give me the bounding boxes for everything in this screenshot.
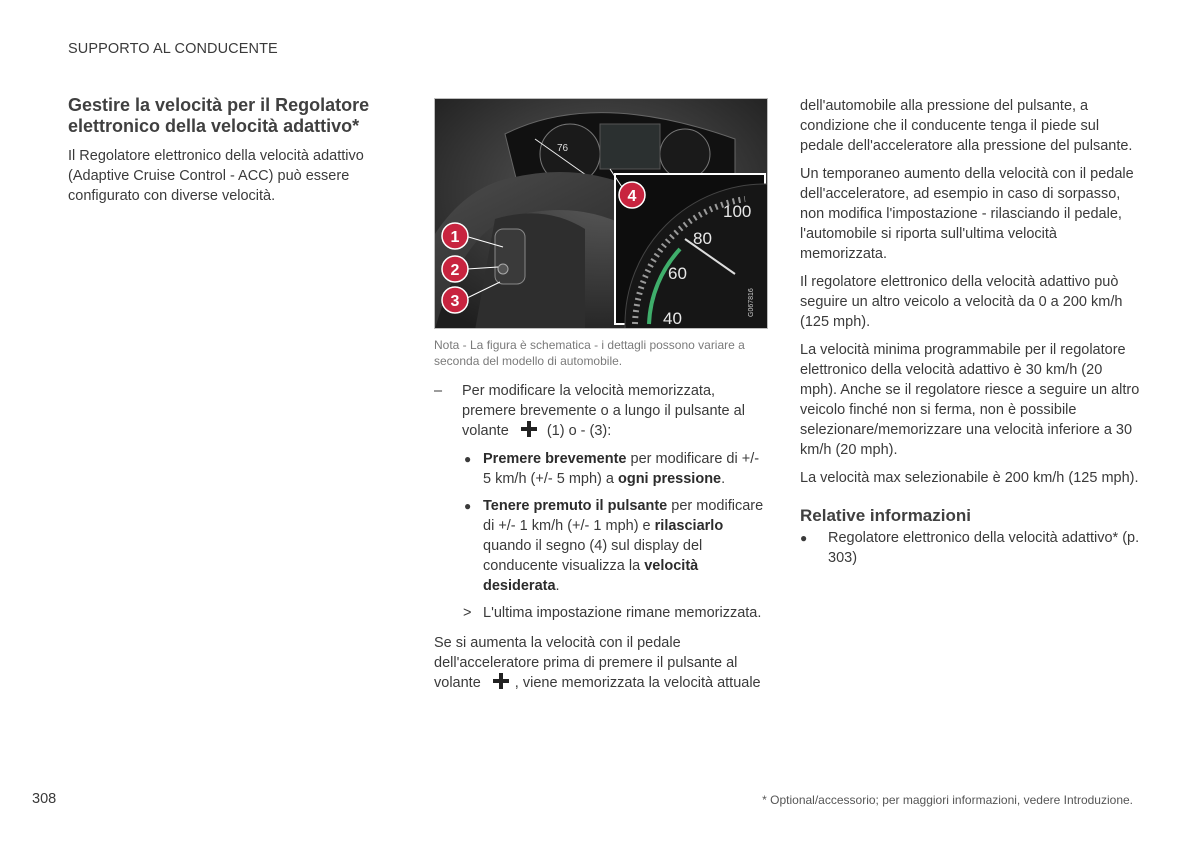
bullet-text: quando il segno (4) sul display del conducente visualizza la — [483, 538, 703, 574]
bullet-marker: ● — [800, 531, 808, 545]
step-result — [434, 603, 770, 623]
acceleration-text-before: Se si aumenta la velocità con il pedale dell'acceleratore prima di premere il pulsante al volante — [434, 635, 738, 691]
bullet-bold: velocità desiderata — [483, 558, 699, 594]
bullet-bold: ogni pressione — [617, 471, 722, 487]
plus-icon — [493, 673, 509, 689]
instruction-step — [434, 381, 770, 441]
body-paragraph: Il regolatore elettronico della velocità adattivo può seguire un altro veicolo a velocità da 0 a 200 km/h (125 mph). — [800, 274, 1123, 330]
body-paragraph: La velocità max selezionabile è 200 km/h (125 mph). — [800, 470, 1139, 486]
bullet-text: per modificare di +/- 5 km/h (+/- 5 mph) a — [483, 451, 760, 487]
bullet-marker: ● — [464, 499, 472, 513]
acceleration-text-after-start: , viene memorizzata la velocità attuale — [514, 675, 761, 691]
bullet-text: per modificare di +/- 1 km/h (+/- 1 mph) e — [483, 498, 764, 534]
running-header: SUPPORTO AL CONDUCENTE — [68, 41, 278, 57]
related-info-list — [800, 528, 1140, 568]
column-right — [800, 96, 1140, 568]
callout-3-label: 3 — [450, 293, 460, 310]
callout-1-label: 1 — [450, 229, 460, 246]
related-link[interactable] — [800, 528, 1140, 568]
step-dash: – — [434, 383, 443, 399]
result-text: L'ultima impostazione rimane memorizzata. — [483, 605, 762, 621]
bullet-marker: ● — [464, 452, 472, 466]
footnote: * Optional/accessorio; per maggiori informazioni, vedere Introduzione. — [762, 793, 1133, 807]
related-info-title: Relative informazioni — [800, 506, 971, 525]
step-text-after: (1) o - (3): — [546, 423, 612, 439]
bullet-bold: rilasciarlo — [654, 518, 724, 534]
bullet-text: . — [721, 471, 726, 487]
acceleration-paragraph-continued: dell'automobile alla pressione del pulsante, a condizione che il conducente tenga il piede sul pedale dell'acceleratore alla pressione del pulsante. — [800, 98, 1133, 154]
bullet-bold: Premere brevemente — [483, 451, 627, 467]
step-text-before: Per modificare la velocità memorizzata, premere brevemente o a lungo il pulsante al volante — [462, 383, 745, 439]
step-options-list — [434, 449, 770, 596]
column-left — [68, 95, 398, 206]
cluster-speed-readout: 76 — [557, 143, 569, 154]
related-link-text[interactable]: Regolatore elettronico della velocità adattivo* (p. 303) — [828, 530, 1140, 566]
steering-wheel-figure — [434, 98, 768, 329]
body-paragraph: Un temporaneo aumento della velocità con il pedale dell'acceleratore, ad esempio in caso di sorpasso, non modifica l'impostazione - rilasciando il pedale, l'automobile si riporta sull'ultima velocità memorizzata. — [800, 166, 1134, 262]
figure-illustration — [435, 99, 768, 329]
speed-mark-40: 40 — [663, 309, 682, 328]
speed-mark-80: 80 — [693, 229, 712, 248]
callout-4-label: 4 — [627, 188, 637, 205]
bullet-bold: Tenere premuto il pulsante — [483, 498, 668, 514]
list-item — [464, 496, 770, 596]
body-paragraph: La velocità minima programmabile per il regolatore elettronico della velocità adattivo è 30 km/h (20 mph). Anche se il regolatore riesce a seguire un altro veicolo finché non si ferma, non è possibile selezionare/memorizzare una velocità inferiore a 30 km/h (20 mph). — [800, 342, 1140, 458]
speed-mark-60: 60 — [668, 264, 687, 283]
speed-mark-100: 100 — [723, 202, 752, 221]
column-middle — [434, 98, 770, 693]
figure-caption: Nota - La figura è schematica - i dettagli possono variare a seconda del modello di automobile. — [434, 338, 745, 368]
bullet-text: . — [555, 578, 560, 594]
acceleration-paragraph — [434, 633, 770, 693]
section-title: Gestire la velocità per il Regolatore elettronico della velocità adattivo* — [68, 95, 370, 136]
image-code: G067816 — [748, 288, 755, 317]
intro-paragraph: Il Regolatore elettronico della velocità adattivo (Adaptive Cruise Control - ACC) può essere configurato con diverse velocità. — [68, 148, 364, 204]
page-number: 308 — [32, 791, 57, 807]
callout-2-label: 2 — [450, 262, 460, 279]
plus-icon — [521, 421, 537, 437]
result-marker: > — [463, 605, 472, 621]
list-item — [464, 449, 770, 489]
